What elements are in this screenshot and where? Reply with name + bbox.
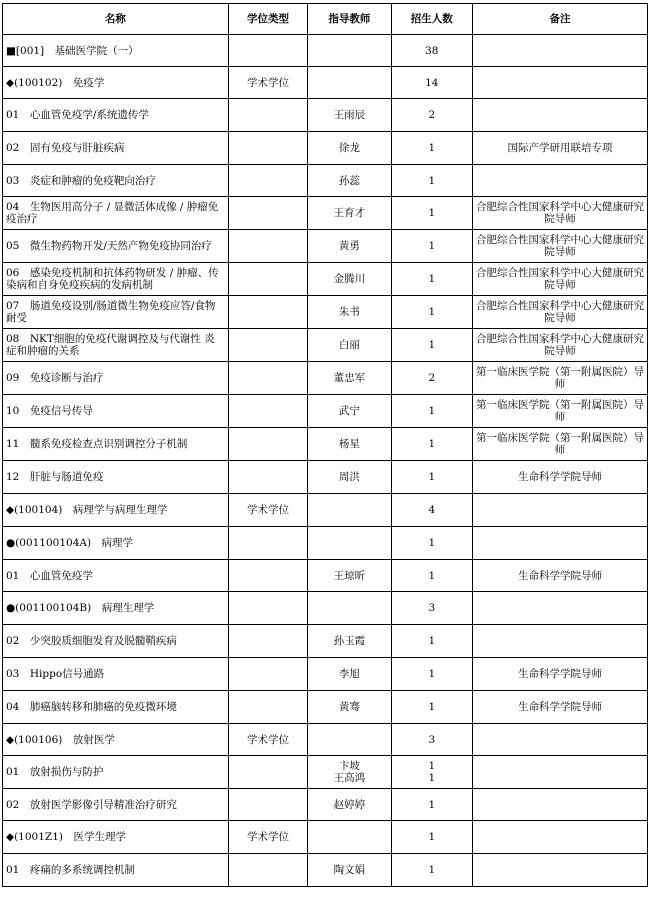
cell-advisor [308, 821, 391, 854]
cell-remarks [472, 99, 647, 132]
cell-advisor: 周洪 [308, 461, 391, 494]
cell-name: ●(001100104A) 病理学 [3, 527, 229, 560]
cell-degree-type [228, 197, 307, 230]
cell-advisor [308, 494, 391, 527]
cell-advisor [308, 527, 391, 560]
cell-degree-type [228, 756, 307, 789]
cell-name: 06 感染免疫机制和抗体药物研发 / 肿瘤、传染病和自身免疫疾病的发病机制 [3, 263, 229, 296]
cell-enrollment: 1 [391, 527, 472, 560]
cell-remarks: 合肥综合性国家科学中心大健康研究院导师 [472, 329, 647, 362]
cell-remarks [472, 67, 647, 99]
header-degree-type: 学位类型 [228, 4, 307, 35]
cell-name: ●(001100104B) 病理生理学 [3, 592, 229, 625]
cell-advisor: 赵婷婷 [308, 789, 391, 821]
cell-enrollment: 1 [391, 395, 472, 428]
table-row [3, 789, 648, 821]
enrollment-table [2, 3, 648, 887]
cell-advisor: 武宁 [308, 395, 391, 428]
cell-enrollment: 1 [391, 132, 472, 165]
cell-name: 01 疼痛的多系统调控机制 [3, 854, 229, 887]
cell-enrollment: 1 [391, 789, 472, 821]
cell-advisor: 卞坡 王高鸿 [308, 756, 391, 789]
cell-remarks [472, 756, 647, 789]
table-row [3, 691, 648, 724]
cell-enrollment: 1 [391, 296, 472, 329]
cell-degree-type [228, 395, 307, 428]
cell-degree-type [228, 854, 307, 887]
cell-remarks: 生命科学学院导师 [472, 461, 647, 494]
cell-advisor [308, 592, 391, 625]
cell-degree-type: 学术学位 [228, 821, 307, 854]
table-row [3, 165, 648, 197]
cell-remarks [472, 35, 647, 67]
cell-enrollment: 1 [391, 263, 472, 296]
cell-degree-type [228, 296, 307, 329]
cell-degree-type [228, 428, 307, 461]
cell-enrollment: 1 [391, 329, 472, 362]
cell-name: 02 固有免疫与肝脏疾病 [3, 132, 229, 165]
cell-enrollment: 14 [391, 67, 472, 99]
cell-advisor: 孙玉霞 [308, 625, 391, 658]
cell-advisor: 陶文娟 [308, 854, 391, 887]
cell-name: 12 肝脏与肠道免疫 [3, 461, 229, 494]
cell-enrollment: 38 [391, 35, 472, 67]
cell-name: 04 生物医用高分子 / 显微活体成像 / 肿瘤免疫治疗 [3, 197, 229, 230]
table-row [3, 67, 648, 99]
table-row [3, 625, 648, 658]
cell-remarks [472, 821, 647, 854]
table-row [3, 197, 648, 230]
cell-advisor: 黄勇 [308, 230, 391, 263]
table-row [3, 494, 648, 527]
cell-remarks [472, 854, 647, 887]
cell-advisor: 李旭 [308, 658, 391, 691]
cell-degree-type [228, 99, 307, 132]
cell-name: 01 放射损伤与防护 [3, 756, 229, 789]
cell-advisor: 杨星 [308, 428, 391, 461]
cell-enrollment: 1 [391, 658, 472, 691]
cell-enrollment: 1 [391, 560, 472, 592]
cell-advisor: 金腾川 [308, 263, 391, 296]
cell-remarks: 第一临床医学院（第一附属医院）导师 [472, 428, 647, 461]
table-row [3, 362, 648, 395]
cell-name: ◆(100102) 免疫学 [3, 67, 229, 99]
cell-degree-type [228, 230, 307, 263]
cell-advisor: 董忠军 [308, 362, 391, 395]
cell-enrollment: 1 [391, 625, 472, 658]
cell-remarks [472, 625, 647, 658]
cell-advisor: 王琼昕 [308, 560, 391, 592]
cell-enrollment: 1 [391, 230, 472, 263]
cell-name: 08 NKT细胞的免疫代谢调控及与代谢性 炎症和肿瘤的关系 [3, 329, 229, 362]
cell-name: 02 少突胶质细胞发育及脱髓鞘疾病 [3, 625, 229, 658]
cell-remarks: 生命科学学院导师 [472, 691, 647, 724]
cell-enrollment: 4 [391, 494, 472, 527]
cell-name: ◆(100104) 病理学与病理生理学 [3, 494, 229, 527]
cell-enrollment: 1 [391, 461, 472, 494]
cell-name: 11 髓系免疫检查点识别调控分子机制 [3, 428, 229, 461]
cell-enrollment: 3 [391, 592, 472, 625]
cell-remarks: 第一临床医学院（第一附属医院）导师 [472, 395, 647, 428]
cell-remarks: 生命科学学院导师 [472, 658, 647, 691]
cell-degree-type [228, 35, 307, 67]
table-row [3, 592, 648, 625]
cell-name: 10 免疫信号传导 [3, 395, 229, 428]
cell-advisor: 徐龙 [308, 132, 391, 165]
cell-enrollment: 3 [391, 724, 472, 756]
cell-remarks: 合肥综合性国家科学中心大健康研究院导师 [472, 197, 647, 230]
cell-advisor: 白丽 [308, 329, 391, 362]
cell-enrollment: 1 [391, 165, 472, 197]
cell-enrollment: 2 [391, 362, 472, 395]
enrollment-sheet [2, 3, 648, 887]
cell-name: 03 Hippo信号通路 [3, 658, 229, 691]
cell-enrollment: 1 [391, 197, 472, 230]
cell-advisor [308, 724, 391, 756]
table-row [3, 821, 648, 854]
cell-name: ◆(1001Z1) 医学生理学 [3, 821, 229, 854]
cell-remarks [472, 724, 647, 756]
cell-degree-type [228, 691, 307, 724]
cell-degree-type [228, 560, 307, 592]
cell-advisor: 孙蕊 [308, 165, 391, 197]
cell-degree-type [228, 132, 307, 165]
table-row [3, 428, 648, 461]
cell-remarks: 合肥综合性国家科学中心大健康研究院导师 [472, 263, 647, 296]
cell-remarks: 第一临床医学院（第一附属医院）导师 [472, 362, 647, 395]
cell-advisor: 朱书 [308, 296, 391, 329]
table-row [3, 724, 648, 756]
cell-name: 04 肺癌脑转移和肺癌的免疫微环境 [3, 691, 229, 724]
cell-enrollment: 1 [391, 854, 472, 887]
cell-name: ■[001] 基础医学院（一） [3, 35, 229, 67]
cell-remarks: 合肥综合性国家科学中心大健康研究院导师 [472, 230, 647, 263]
cell-degree-type [228, 329, 307, 362]
header-enrollment: 招生人数 [391, 4, 472, 35]
cell-degree-type [228, 263, 307, 296]
cell-degree-type [228, 592, 307, 625]
header-remarks: 备注 [472, 4, 647, 35]
cell-degree-type [228, 658, 307, 691]
cell-remarks: 生命科学学院导师 [472, 560, 647, 592]
cell-remarks: 合肥综合性国家科学中心大健康研究院导师 [472, 296, 647, 329]
cell-degree-type [228, 625, 307, 658]
cell-degree-type [228, 165, 307, 197]
cell-advisor: 王雨辰 [308, 99, 391, 132]
table-row [3, 35, 648, 67]
table-row [3, 132, 648, 165]
cell-advisor [308, 67, 391, 99]
table-row [3, 263, 648, 296]
cell-name: 02 放射医学影像引导精准治疗研究 [3, 789, 229, 821]
header-name: 名称 [3, 4, 229, 35]
cell-advisor [308, 35, 391, 67]
cell-remarks: 国际产学研用联培专项 [472, 132, 647, 165]
cell-advisor: 王育才 [308, 197, 391, 230]
cell-degree-type: 学术学位 [228, 724, 307, 756]
cell-remarks [472, 494, 647, 527]
table-row [3, 658, 648, 691]
cell-name: 03 炎症和肿瘤的免疫靶向治疗 [3, 165, 229, 197]
cell-remarks [472, 165, 647, 197]
cell-degree-type [228, 461, 307, 494]
table-row [3, 395, 648, 428]
cell-name: 07 肠道免疫设别/肠道微生物免疫应答/食物耐受 [3, 296, 229, 329]
table-row [3, 527, 648, 560]
cell-advisor: 黄骞 [308, 691, 391, 724]
table-row [3, 296, 648, 329]
cell-degree-type: 学术学位 [228, 494, 307, 527]
table-row [3, 461, 648, 494]
cell-enrollment: 1 1 [391, 756, 472, 789]
cell-remarks [472, 592, 647, 625]
table-row [3, 560, 648, 592]
cell-remarks [472, 789, 647, 821]
cell-name: 05 微生物药物开发/天然产物免疫协同治疗 [3, 230, 229, 263]
cell-degree-type [228, 789, 307, 821]
cell-name: ◆(100106) 放射医学 [3, 724, 229, 756]
cell-name: 09 免疫诊断与治疗 [3, 362, 229, 395]
cell-enrollment: 1 [391, 428, 472, 461]
table-row [3, 854, 648, 887]
cell-remarks [472, 527, 647, 560]
header-advisor: 指导教师 [308, 4, 391, 35]
table-row [3, 99, 648, 132]
cell-enrollment: 1 [391, 691, 472, 724]
cell-degree-type [228, 527, 307, 560]
cell-name: 01 心血管免疫学/系统遗传学 [3, 99, 229, 132]
table-row [3, 329, 648, 362]
table-row [3, 756, 648, 789]
cell-enrollment: 1 [391, 821, 472, 854]
cell-enrollment: 2 [391, 99, 472, 132]
table-row [3, 230, 648, 263]
table-body [3, 35, 648, 887]
header-row [3, 4, 648, 35]
cell-degree-type: 学术学位 [228, 67, 307, 99]
cell-degree-type [228, 362, 307, 395]
cell-name: 01 心血管免疫学 [3, 560, 229, 592]
